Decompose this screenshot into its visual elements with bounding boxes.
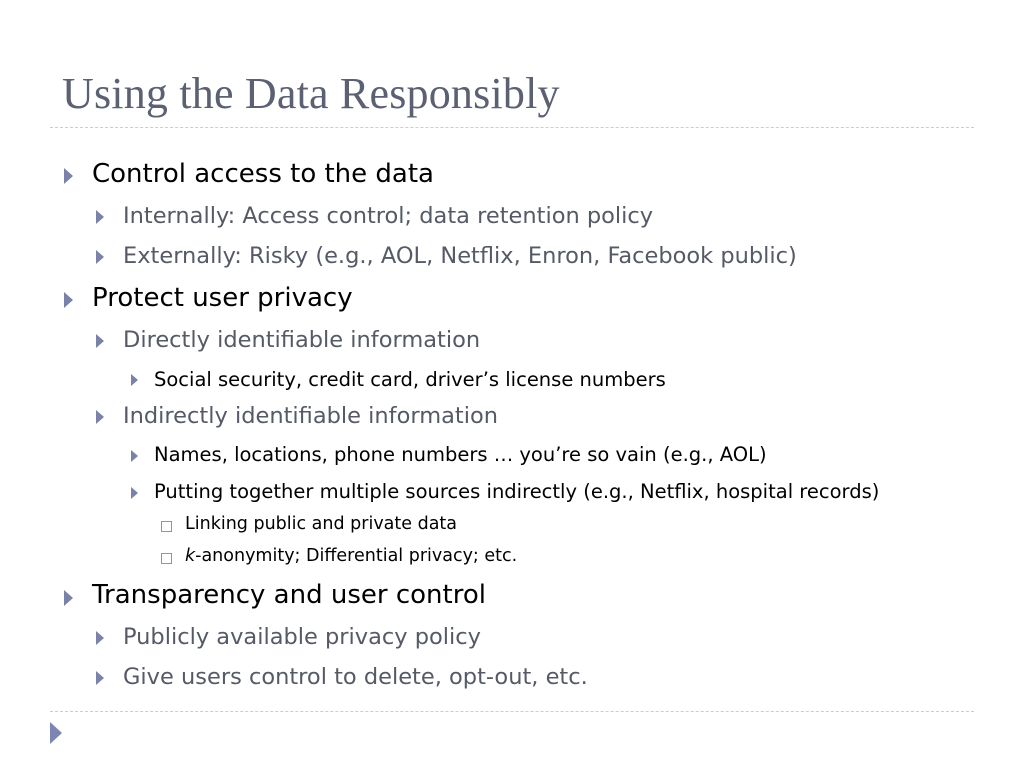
bullet-text: Putting together multiple sources indirectly (e.g., Netflix, hospital records)	[154, 480, 880, 503]
bullet-text: Give users control to delete, opt-out, etc.	[123, 664, 588, 690]
bullet-text: -anonymity; Differential privacy; etc.	[195, 546, 518, 566]
square-checkbox-icon	[161, 553, 172, 564]
bullet-text: Directly identifiable information	[123, 327, 481, 353]
bullet-arrow-icon	[96, 671, 104, 685]
bullet-item	[92, 580, 486, 610]
bullet-item	[123, 327, 480, 353]
bullet-item	[185, 514, 457, 534]
bullet-item	[123, 403, 498, 429]
bullet-arrow-icon	[131, 487, 138, 499]
bullet-arrow-icon	[96, 631, 104, 645]
bullet-item	[154, 443, 767, 466]
bullet-item	[92, 283, 353, 313]
bullet-text: Transparency and user control	[92, 580, 486, 610]
bullet-text: Indirectly identifiable information	[123, 403, 498, 429]
bullet-item	[123, 624, 481, 650]
bullet-text: Control access to the data	[92, 159, 434, 189]
bullet-arrow-icon	[64, 292, 73, 308]
bullet-arrow-icon	[96, 334, 104, 348]
bullet-text: Protect user privacy	[92, 283, 353, 313]
triangle-right-icon	[50, 722, 62, 744]
square-checkbox-icon	[161, 521, 172, 532]
bullet-text-italic: k	[185, 546, 196, 566]
bullet-text: Social security, credit card, driver’s license numbers	[154, 368, 666, 391]
bullet-item	[92, 159, 434, 189]
bullet-arrow-icon	[96, 250, 104, 264]
bullet-arrow-icon	[96, 210, 104, 224]
bullet-arrow-icon	[64, 168, 73, 184]
bullet-item	[185, 546, 517, 566]
slide-title: Using the Data Responsibly	[62, 69, 560, 118]
bullet-item	[123, 203, 653, 229]
footer-divider	[50, 711, 974, 712]
bullet-arrow-icon	[131, 374, 138, 386]
bullet-text: Names, locations, phone numbers … you’re so vain (e.g., AOL)	[154, 443, 767, 466]
bullet-item	[154, 480, 879, 503]
bullet-item	[154, 368, 666, 391]
bullet-text: Internally: Access control; data retention policy	[123, 203, 654, 229]
bullet-text: Linking public and private data	[185, 514, 458, 534]
bullet-arrow-icon	[64, 590, 73, 606]
bullet-arrow-icon	[96, 410, 104, 424]
bullet-text: Externally: Risky (e.g., AOL, Netflix, Enron, Facebook public)	[123, 243, 797, 269]
bullet-item	[123, 664, 588, 690]
bullet-arrow-icon	[131, 450, 138, 462]
bullet-item	[123, 243, 797, 269]
bullet-text: Publicly available privacy policy	[123, 624, 481, 650]
